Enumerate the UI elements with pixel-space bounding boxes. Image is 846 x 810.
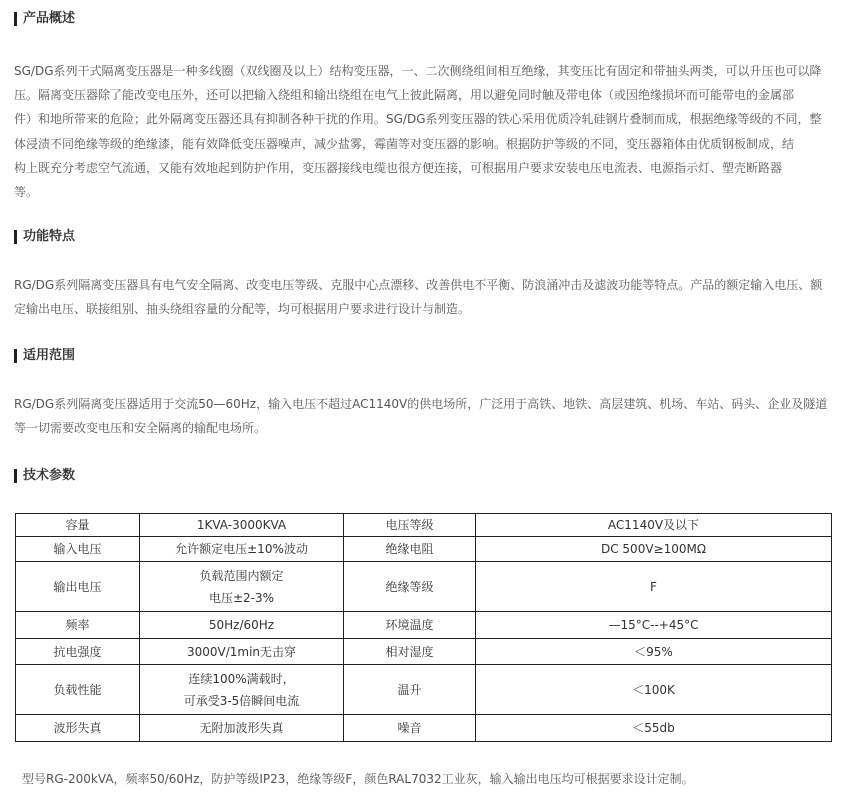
spec-key: 温升	[344, 665, 476, 715]
spec-key: 频率	[16, 612, 140, 639]
spec-key: 波形失真	[16, 715, 140, 742]
spec-key: 绝缘电阻	[344, 537, 476, 562]
section-heading-scope: 适用范围	[14, 349, 75, 363]
overview-paragraph	[14, 59, 830, 204]
table-row	[16, 715, 832, 742]
table-row	[16, 665, 832, 715]
section-heading-overview: 产品概述	[14, 12, 75, 26]
overview-line: 件）和地所带来的危险；此外隔离变压器还具有抑制各种干扰的作用。SG/DG系列变压器的铁心采用优质冷轧硅钢片叠制而成，根据绝缘等级的不同，整	[14, 112, 822, 127]
spec-value: 50Hz/60Hz	[140, 612, 344, 639]
spec-key: 相对湿度	[344, 639, 476, 665]
overview-line: 体浸渍不同绝缘等级的绝缘漆，能有效降低变压器噪声，减少盐雾，霉菌等对变压器的影响。根据防护等级的不同，变压器箱体由优质钢板制成，结	[14, 136, 795, 151]
spec-value-line: 连续100%满载时，	[188, 671, 295, 686]
spec-value: AC1140V及以下	[476, 514, 832, 537]
spec-value-line: 电压±2-3%	[208, 590, 275, 605]
scope-paragraph	[14, 393, 830, 440]
spec-value: ＜95%	[476, 639, 832, 665]
spec-key: 绝缘等级	[344, 562, 476, 612]
specs-table	[15, 513, 832, 742]
spec-value: DC 500V≥100MΩ	[476, 537, 832, 562]
spec-value: 1KVA-3000KVA	[140, 514, 344, 537]
spec-key: 电压等级	[344, 514, 476, 537]
spec-value: 无附加波形失真	[140, 715, 344, 742]
spec-key: 容量	[16, 514, 140, 537]
table-row	[16, 612, 832, 639]
spec-value	[140, 562, 344, 612]
spec-value	[140, 665, 344, 715]
overview-line: 构上既充分考虑空气流通，又能有效地起到防护作用，变压器接线电缆也很方便连接，可根据用户要求安装电压电流表、电源指示灯、塑壳断路器	[14, 160, 783, 175]
section-heading-specs: 技术参数	[14, 469, 75, 483]
spec-value-line: 可承受3-5倍瞬间电流	[183, 693, 300, 708]
features-line: RG/DG系列隔离变压器具有电气安全隔离、改变电压等级、克服中心点漂移、改善供电不平衡、防浪涌冲击及滤波功能等特点。产品的额定输入电压、额	[14, 278, 823, 292]
table-row	[16, 639, 832, 665]
spec-key: 输出电压	[16, 562, 140, 612]
spec-value-line: 负载范围内额定	[199, 568, 284, 583]
overview-line: 等。	[14, 185, 39, 200]
spec-value: ＜55db	[476, 715, 832, 742]
section-heading-features: 功能特点	[14, 230, 75, 244]
spec-key: 抗电强度	[16, 639, 140, 665]
table-row	[16, 562, 832, 612]
spec-value: —15°C--+45°C	[476, 612, 832, 639]
table-row	[16, 537, 832, 562]
features-line: 定输出电压、联接组别、抽头绕组容量的分配等，均可根据用户要求进行设计与制造。	[14, 301, 471, 316]
spec-value: 允许额定电压±10%波动	[140, 537, 344, 562]
table-row	[16, 514, 832, 537]
overview-line: SG/DG系列干式隔离变压器是一种多线圈（双线圈及以上）结构变压器，一、二次侧绕组间相互绝缘，其变压比有固定和带抽头两类，可以升压也可以降	[14, 64, 822, 78]
spec-key: 负载性能	[16, 665, 140, 715]
spec-key: 输入电压	[16, 537, 140, 562]
model-note: 型号RG-200kVA，频率50/60Hz，防护等级IP23，绝缘等级F，颜色RAL7032工业灰，输入输出电压均可根据要求设计定制。	[22, 772, 694, 786]
spec-value: ＜100K	[476, 665, 832, 715]
spec-value: 3000V/1min无击穿	[140, 639, 344, 665]
spec-value: F	[476, 562, 832, 612]
features-paragraph	[14, 274, 830, 321]
overview-line: 压。隔离变压器除了能改变电压外，还可以把输入绕组和输出绕组在电气上彼此隔离，用以避免同时触及带电体（或因绝缘损坏而可能带电的金属部	[14, 88, 795, 103]
spec-key: 噪音	[344, 715, 476, 742]
spec-key: 环境温度	[344, 612, 476, 639]
scope-line: 等一切需要改变电压和安全隔离的输配电场所。	[14, 420, 267, 435]
scope-line: RG/DG系列隔离变压器适用于交流50—60Hz，输入电压不超过AC1140V的供电场所，广泛用于高铁、地铁、高层建筑、机场、车站、码头、企业及隧道	[14, 397, 828, 411]
